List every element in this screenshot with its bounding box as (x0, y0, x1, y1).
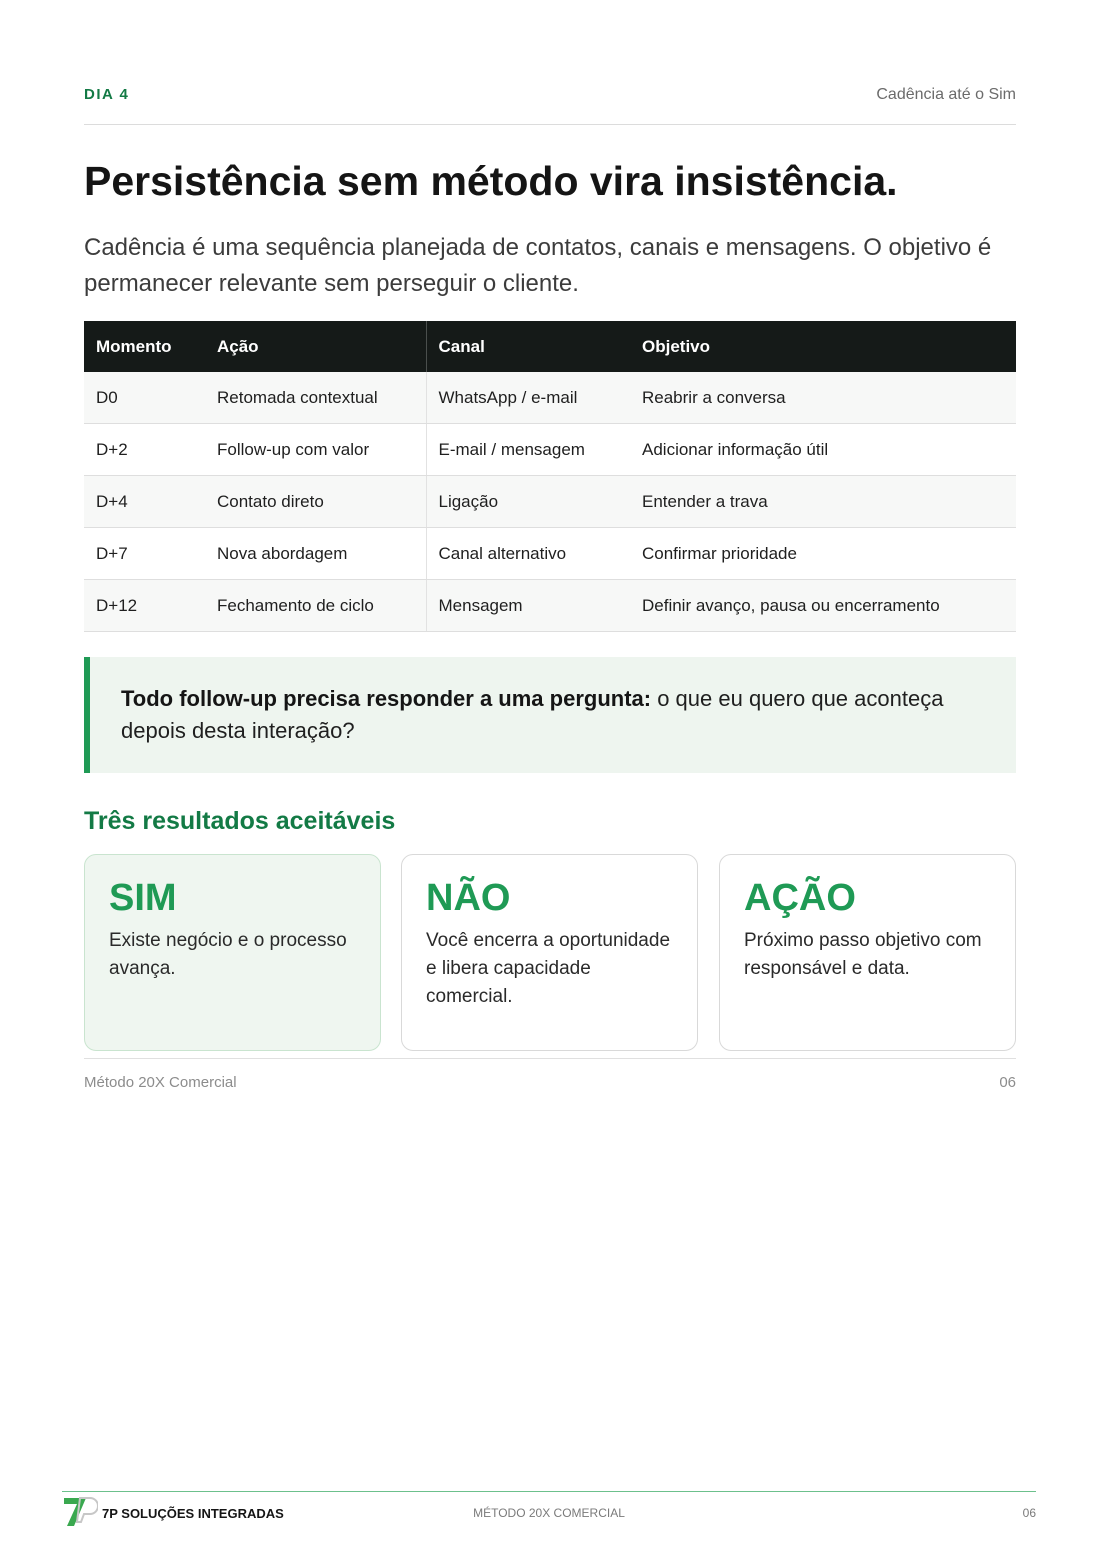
table-header-row (84, 321, 1016, 372)
cell-momento: D0 (84, 372, 205, 424)
document-footer (62, 1491, 1036, 1532)
cell-acao: Contato direto (205, 476, 426, 528)
card-text: Próximo passo objetivo com responsável e data. (744, 930, 982, 979)
cell-objetivo: Definir avanço, pausa ou encerramento (630, 580, 1016, 632)
callout-bold: Todo follow-up precisa responder a uma pergunta: (121, 686, 652, 711)
page-title: Persistência sem método vira insistência. (84, 158, 898, 204)
header-subtitle: Cadência até o Sim (876, 86, 1016, 103)
table-row (84, 424, 1016, 476)
cell-canal: Canal alternativo (426, 528, 630, 580)
cell-acao: Nova abordagem (205, 528, 426, 580)
cell-objetivo: Reabrir a conversa (630, 372, 1016, 424)
cell-acao: Fechamento de ciclo (205, 580, 426, 632)
footer-method-name: Método 20X Comercial (84, 1074, 237, 1091)
cell-momento: D+7 (84, 528, 205, 580)
cell-canal: Ligação (426, 476, 630, 528)
cell-canal: E-mail / mensagem (426, 424, 630, 476)
callout-rest: o que eu quero que aconteça depois desta interação? (121, 686, 944, 743)
cell-objetivo: Confirmar prioridade (630, 528, 1016, 580)
cell-acao: Follow-up com valor (205, 424, 426, 476)
brand-name: 7P SOLUÇÕES INTEGRADAS (102, 1506, 284, 1521)
table-row (84, 372, 1016, 424)
column-header-objetivo: Objetivo (630, 321, 1016, 372)
table-row (84, 580, 1016, 632)
card-text: Você encerra a oportunidade e libera capacidade comercial. (426, 930, 671, 1007)
table-row (84, 476, 1016, 528)
card-title: AÇÃO (744, 877, 856, 919)
page-header (84, 86, 1016, 125)
doc-footer-page: 06 (1022, 1506, 1036, 1520)
intro-paragraph: Cadência é uma sequência planejada de contatos, canais e mensagens. O objetivo é permanecer relevante sem perseguir o cliente. (84, 234, 992, 297)
card-title: SIM (109, 877, 177, 919)
card-text: Existe negócio e o processo avança. (109, 930, 347, 979)
results-section-title: Três resultados aceitáveis (84, 807, 396, 835)
day-label: DIA 4 (84, 86, 130, 103)
callout-text (121, 683, 981, 747)
cell-acao: Retomada contextual (205, 372, 426, 424)
column-header-acao: Ação (205, 321, 426, 372)
cell-canal: WhatsApp / e-mail (426, 372, 630, 424)
footer-page-number: 06 (999, 1074, 1016, 1091)
cell-objetivo: Entender a trava (630, 476, 1016, 528)
result-card-nao (401, 854, 698, 1051)
cell-momento: D+12 (84, 580, 205, 632)
result-card-acao (719, 854, 1016, 1051)
column-header-canal: Canal (426, 321, 630, 372)
card-title: NÃO (426, 877, 511, 919)
callout-box (84, 657, 1016, 773)
column-header-momento: Momento (84, 321, 205, 372)
cell-momento: D+2 (84, 424, 205, 476)
cell-canal: Mensagem (426, 580, 630, 632)
result-card-sim (84, 854, 381, 1051)
cadence-table (84, 321, 1016, 632)
page-footer (84, 1058, 1016, 1099)
cell-momento: D+4 (84, 476, 205, 528)
doc-footer-title: MÉTODO 20X COMERCIAL (473, 1506, 625, 1520)
cell-objetivo: Adicionar informação útil (630, 424, 1016, 476)
table-row (84, 528, 1016, 580)
